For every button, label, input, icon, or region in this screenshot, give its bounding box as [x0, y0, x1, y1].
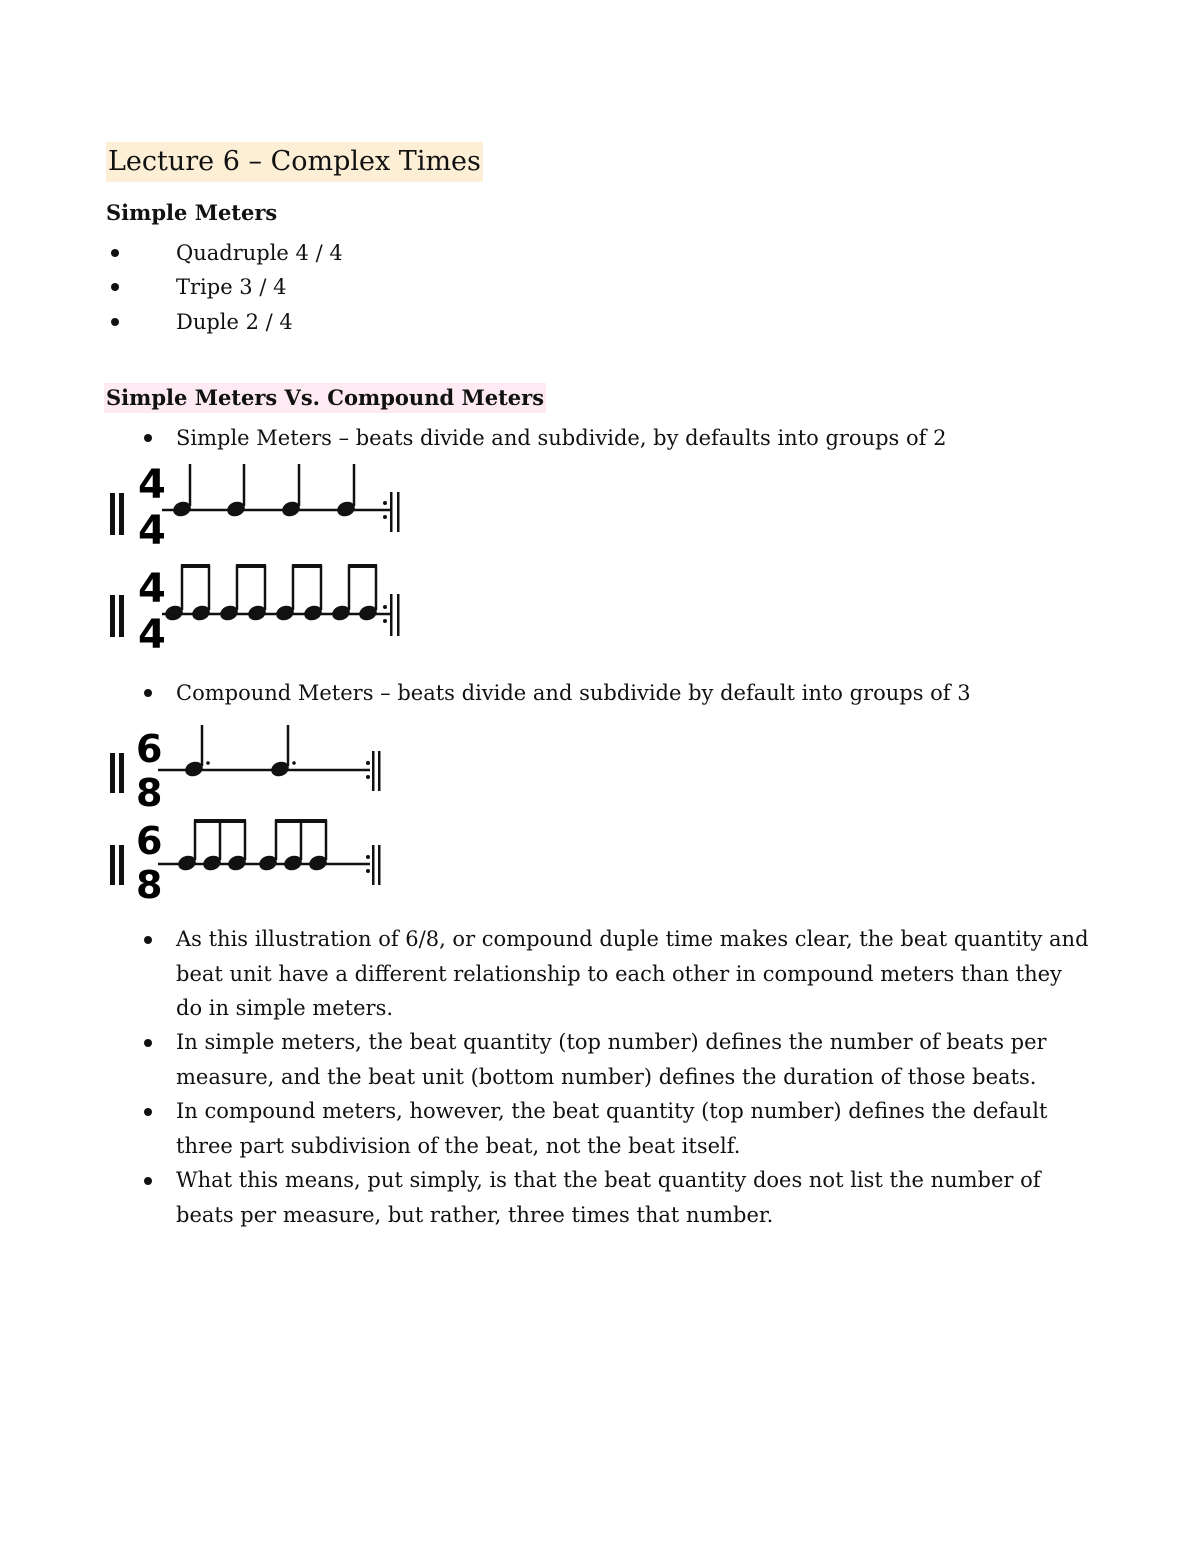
list-item: Quadruple 4 / 4: [176, 241, 343, 265]
end-barline: [390, 492, 393, 532]
section-heading-simple-meters: Simple Meters: [106, 200, 278, 225]
time-sig-top: 4: [138, 462, 166, 508]
notation-6-8-eighths: [100, 812, 400, 907]
start-barline-thick: [110, 493, 115, 535]
quarter-note: [280, 464, 302, 519]
section-heading-simple-vs-compound: Simple Meters Vs. Compound Meters: [104, 383, 546, 413]
start-barline-thick: [119, 493, 124, 535]
simple-meters-bullet: Simple Meters – beats divide and subdivide, by defaults into groups of 2: [176, 426, 947, 450]
quarter-note: [335, 464, 357, 519]
quarter-note: [225, 464, 247, 519]
bullet-dot: [111, 318, 119, 326]
list-item: Duple 2 / 4: [176, 310, 293, 334]
time-sig-bottom: 8: [136, 771, 163, 815]
bullet-dot: [144, 689, 152, 697]
eighth-note-group-of-3: [257, 820, 329, 873]
time-sig-top: 6: [136, 819, 163, 863]
bullet-dot: [111, 249, 119, 257]
time-sig-bottom: 4: [138, 508, 166, 554]
time-sig-top: 4: [138, 566, 166, 612]
explanation-paragraph: What this means, put simply, is that the beat quantity does not list the number of beats per measure, but rather, three times that number.: [176, 1168, 1041, 1227]
bullet-dot: [111, 283, 119, 291]
explanation-paragraph: In simple meters, the beat quantity (top number) defines the number of beats per measure, and the beat unit (bottom number) defines the duration of those beats.: [176, 1030, 1047, 1089]
notation-6-8-dotted-quarters: [100, 720, 400, 815]
time-sig-top: 6: [136, 727, 163, 771]
notation-4-4-eighths: [100, 560, 420, 660]
explanation-paragraph: As this illustration of 6/8, or compound duple time makes clear, the beat quantity and beat unit have a different relationship to each other in compound meters than they do in simple meters.: [176, 927, 1089, 1020]
compound-meters-bullet: Compound Meters – beats divide and subdivide by default into groups of 3: [176, 681, 971, 705]
time-sig-bottom: 8: [136, 863, 163, 907]
list-item: Tripe 3 / 4: [176, 275, 287, 299]
quarter-note: [171, 464, 193, 519]
notation-4-4-quarters: [100, 458, 420, 558]
page-title: Lecture 6 – Complex Times: [106, 142, 483, 182]
bullet-dot: [144, 1108, 152, 1116]
end-barline: [397, 492, 400, 532]
time-sig-bottom: 4: [138, 612, 166, 658]
bullet-dot: [144, 1177, 152, 1185]
eighth-note-group-of-3: [176, 820, 248, 873]
bullet-dot: [144, 434, 152, 442]
bullet-dot: [144, 1039, 152, 1047]
explanation-paragraph: In compound meters, however, the beat quantity (top number) defines the default three part subdivision of the beat, not the beat itself.: [176, 1099, 1048, 1158]
bullet-dot: [144, 936, 152, 944]
